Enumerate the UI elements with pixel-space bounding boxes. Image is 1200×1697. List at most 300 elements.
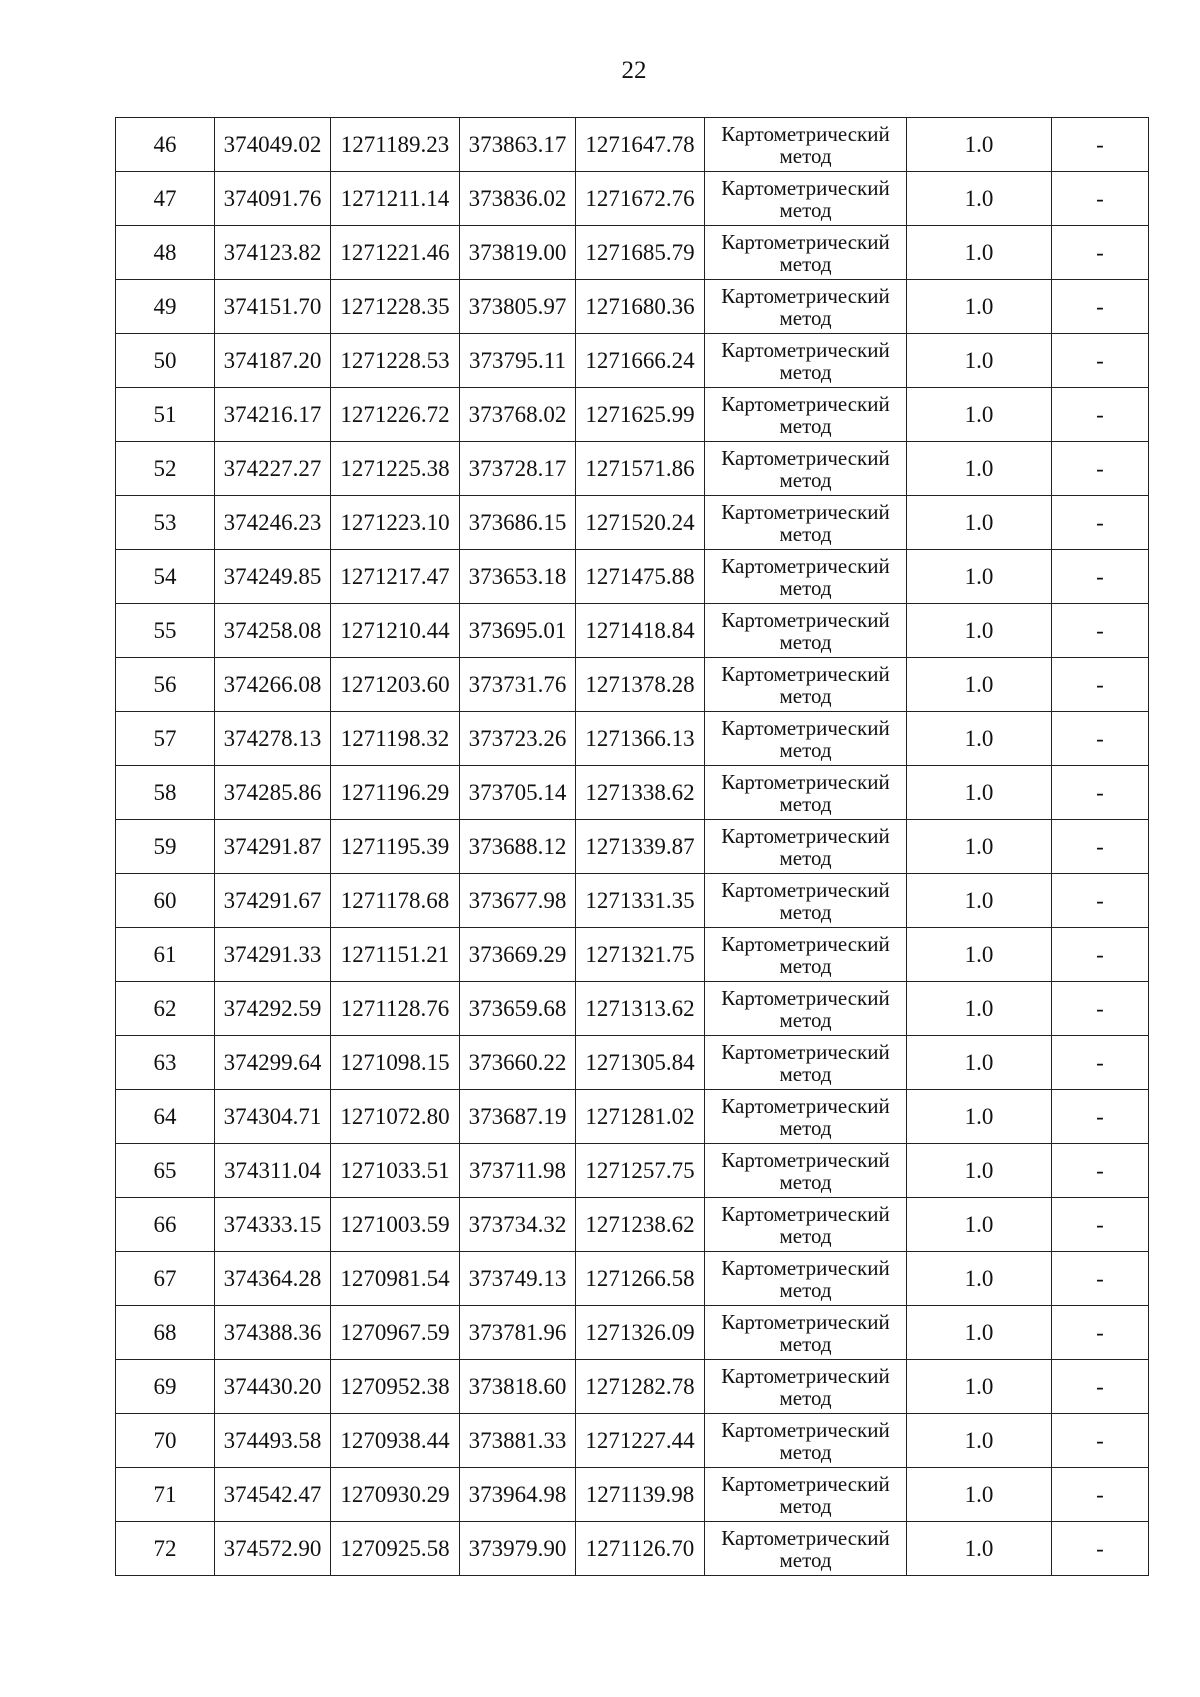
coordinates-table [115, 117, 1149, 1576]
x-coordinate-cell: 374266.08 [215, 658, 331, 712]
method-line-2: метод [779, 1331, 832, 1356]
y-coordinate-cell: 1271228.53 [331, 334, 460, 388]
note-cell: - [1052, 1306, 1149, 1360]
table-row [116, 1144, 1149, 1198]
accuracy-cell: 1.0 [907, 496, 1052, 550]
y-coordinate-alt-cell: 1271281.02 [576, 1090, 705, 1144]
x-coordinate-alt-cell: 373731.76 [460, 658, 576, 712]
accuracy-cell: 1.0 [907, 604, 1052, 658]
method-cell [705, 712, 907, 766]
x-coordinate-cell: 374299.64 [215, 1036, 331, 1090]
point-number-cell: 58 [116, 766, 215, 820]
point-number-cell: 72 [116, 1522, 215, 1576]
point-number-cell: 54 [116, 550, 215, 604]
x-coordinate-alt-cell: 373805.97 [460, 280, 576, 334]
method-line-1: Картометрический [721, 715, 890, 740]
point-number-cell: 71 [116, 1468, 215, 1522]
method-cell [705, 820, 907, 874]
x-coordinate-alt-cell: 373819.00 [460, 226, 576, 280]
note-cell: - [1052, 226, 1149, 280]
method-cell [705, 1360, 907, 1414]
point-number-cell: 64 [116, 1090, 215, 1144]
table-row [116, 712, 1149, 766]
y-coordinate-cell: 1271221.46 [331, 226, 460, 280]
point-number-cell: 66 [116, 1198, 215, 1252]
accuracy-cell: 1.0 [907, 1198, 1052, 1252]
note-cell: - [1052, 1414, 1149, 1468]
method-line-2: метод [779, 1547, 832, 1572]
note-cell: - [1052, 442, 1149, 496]
x-coordinate-cell: 374091.76 [215, 172, 331, 226]
x-coordinate-alt-cell: 373660.22 [460, 1036, 576, 1090]
method-cell [705, 1252, 907, 1306]
method-cell [705, 1522, 907, 1576]
method-line-1: Картометрический [721, 1093, 890, 1118]
note-cell: - [1052, 334, 1149, 388]
y-coordinate-alt-cell: 1271282.78 [576, 1360, 705, 1414]
method-cell [705, 982, 907, 1036]
y-coordinate-cell: 1270938.44 [331, 1414, 460, 1468]
table-row [116, 604, 1149, 658]
y-coordinate-alt-cell: 1271672.76 [576, 172, 705, 226]
x-coordinate-cell: 374187.20 [215, 334, 331, 388]
accuracy-cell: 1.0 [907, 118, 1052, 172]
note-cell: - [1052, 550, 1149, 604]
method-cell [705, 1144, 907, 1198]
y-coordinate-alt-cell: 1271266.58 [576, 1252, 705, 1306]
y-coordinate-cell: 1271226.72 [331, 388, 460, 442]
accuracy-cell: 1.0 [907, 1090, 1052, 1144]
method-line-2: метод [779, 1007, 832, 1032]
y-coordinate-alt-cell: 1271326.09 [576, 1306, 705, 1360]
y-coordinate-alt-cell: 1271313.62 [576, 982, 705, 1036]
method-cell [705, 658, 907, 712]
x-coordinate-alt-cell: 373653.18 [460, 550, 576, 604]
page-number: 22 [621, 57, 647, 84]
x-coordinate-cell: 374291.87 [215, 820, 331, 874]
point-number-cell: 65 [116, 1144, 215, 1198]
note-cell: - [1052, 1198, 1149, 1252]
y-coordinate-alt-cell: 1271378.28 [576, 658, 705, 712]
accuracy-cell: 1.0 [907, 1306, 1052, 1360]
method-line-2: метод [779, 1223, 832, 1248]
y-coordinate-cell: 1271225.38 [331, 442, 460, 496]
method-line-1: Картометрический [721, 1201, 890, 1226]
accuracy-cell: 1.0 [907, 388, 1052, 442]
method-line-1: Картометрический [721, 283, 890, 308]
y-coordinate-alt-cell: 1271647.78 [576, 118, 705, 172]
y-coordinate-alt-cell: 1271685.79 [576, 226, 705, 280]
table-row [116, 118, 1149, 172]
method-line-2: метод [779, 413, 832, 438]
y-coordinate-alt-cell: 1271520.24 [576, 496, 705, 550]
y-coordinate-alt-cell: 1271339.87 [576, 820, 705, 874]
x-coordinate-alt-cell: 373734.32 [460, 1198, 576, 1252]
method-line-2: метод [779, 575, 832, 600]
y-coordinate-alt-cell: 1271366.13 [576, 712, 705, 766]
x-coordinate-alt-cell: 373964.98 [460, 1468, 576, 1522]
note-cell: - [1052, 982, 1149, 1036]
method-line-1: Картометрический [721, 1363, 890, 1388]
table-row [116, 1468, 1149, 1522]
method-line-1: Картометрический [721, 1309, 890, 1334]
method-line-1: Картометрический [721, 1525, 890, 1550]
method-line-2: метод [779, 737, 832, 762]
table-row [116, 226, 1149, 280]
accuracy-cell: 1.0 [907, 172, 1052, 226]
accuracy-cell: 1.0 [907, 982, 1052, 1036]
y-coordinate-cell: 1271217.47 [331, 550, 460, 604]
y-coordinate-alt-cell: 1271338.62 [576, 766, 705, 820]
x-coordinate-cell: 374333.15 [215, 1198, 331, 1252]
method-cell [705, 388, 907, 442]
method-cell [705, 172, 907, 226]
method-line-1: Картометрический [721, 121, 890, 146]
method-cell [705, 280, 907, 334]
x-coordinate-alt-cell: 373818.60 [460, 1360, 576, 1414]
method-line-2: метод [779, 953, 832, 978]
point-number-cell: 51 [116, 388, 215, 442]
x-coordinate-cell: 374292.59 [215, 982, 331, 1036]
table-row [116, 388, 1149, 442]
y-coordinate-cell: 1270925.58 [331, 1522, 460, 1576]
method-line-2: метод [779, 629, 832, 654]
note-cell: - [1052, 1468, 1149, 1522]
point-number-cell: 63 [116, 1036, 215, 1090]
point-number-cell: 60 [116, 874, 215, 928]
y-coordinate-alt-cell: 1271680.36 [576, 280, 705, 334]
accuracy-cell: 1.0 [907, 712, 1052, 766]
table-row [116, 1090, 1149, 1144]
x-coordinate-alt-cell: 373836.02 [460, 172, 576, 226]
table-row [116, 550, 1149, 604]
point-number-cell: 62 [116, 982, 215, 1036]
method-line-1: Картометрический [721, 553, 890, 578]
method-line-1: Картометрический [721, 877, 890, 902]
note-cell: - [1052, 1090, 1149, 1144]
accuracy-cell: 1.0 [907, 820, 1052, 874]
y-coordinate-alt-cell: 1271571.86 [576, 442, 705, 496]
point-number-cell: 59 [116, 820, 215, 874]
x-coordinate-alt-cell: 373881.33 [460, 1414, 576, 1468]
point-number-cell: 55 [116, 604, 215, 658]
method-cell [705, 1414, 907, 1468]
note-cell: - [1052, 280, 1149, 334]
y-coordinate-cell: 1271033.51 [331, 1144, 460, 1198]
point-number-cell: 61 [116, 928, 215, 982]
method-line-2: метод [779, 359, 832, 384]
x-coordinate-alt-cell: 373723.26 [460, 712, 576, 766]
method-line-1: Картометрический [721, 1471, 890, 1496]
method-line-1: Картометрический [721, 661, 890, 686]
y-coordinate-cell: 1271211.14 [331, 172, 460, 226]
y-coordinate-alt-cell: 1271666.24 [576, 334, 705, 388]
x-coordinate-alt-cell: 373711.98 [460, 1144, 576, 1198]
table-row [116, 982, 1149, 1036]
y-coordinate-alt-cell: 1271257.75 [576, 1144, 705, 1198]
x-coordinate-cell: 374151.70 [215, 280, 331, 334]
x-coordinate-alt-cell: 373781.96 [460, 1306, 576, 1360]
x-coordinate-alt-cell: 373677.98 [460, 874, 576, 928]
table-row [116, 1252, 1149, 1306]
x-coordinate-alt-cell: 373768.02 [460, 388, 576, 442]
accuracy-cell: 1.0 [907, 1252, 1052, 1306]
method-line-2: метод [779, 251, 832, 276]
x-coordinate-cell: 374388.36 [215, 1306, 331, 1360]
y-coordinate-cell: 1271128.76 [331, 982, 460, 1036]
point-number-cell: 50 [116, 334, 215, 388]
method-cell [705, 1198, 907, 1252]
y-coordinate-cell: 1271003.59 [331, 1198, 460, 1252]
accuracy-cell: 1.0 [907, 334, 1052, 388]
y-coordinate-alt-cell: 1271418.84 [576, 604, 705, 658]
y-coordinate-alt-cell: 1271331.35 [576, 874, 705, 928]
table-row [116, 1360, 1149, 1414]
y-coordinate-cell: 1271151.21 [331, 928, 460, 982]
note-cell: - [1052, 388, 1149, 442]
y-coordinate-cell: 1271195.39 [331, 820, 460, 874]
table-row [116, 442, 1149, 496]
method-line-1: Картометрический [721, 769, 890, 794]
method-line-1: Картометрический [721, 607, 890, 632]
table-row [116, 820, 1149, 874]
method-line-2: метод [779, 305, 832, 330]
y-coordinate-cell: 1270930.29 [331, 1468, 460, 1522]
method-cell [705, 766, 907, 820]
x-coordinate-cell: 374572.90 [215, 1522, 331, 1576]
note-cell: - [1052, 712, 1149, 766]
note-cell: - [1052, 496, 1149, 550]
note-cell: - [1052, 172, 1149, 226]
method-cell [705, 550, 907, 604]
table-row [116, 1414, 1149, 1468]
x-coordinate-cell: 374291.33 [215, 928, 331, 982]
method-line-2: метод [779, 1493, 832, 1518]
x-coordinate-cell: 374258.08 [215, 604, 331, 658]
x-coordinate-cell: 374249.85 [215, 550, 331, 604]
table-row [116, 1036, 1149, 1090]
x-coordinate-cell: 374285.86 [215, 766, 331, 820]
note-cell: - [1052, 118, 1149, 172]
x-coordinate-alt-cell: 373659.68 [460, 982, 576, 1036]
method-line-1: Картометрический [721, 931, 890, 956]
x-coordinate-cell: 374246.23 [215, 496, 331, 550]
method-line-1: Картометрический [721, 499, 890, 524]
table-row [116, 280, 1149, 334]
method-cell [705, 604, 907, 658]
x-coordinate-cell: 374049.02 [215, 118, 331, 172]
method-line-2: метод [779, 197, 832, 222]
accuracy-cell: 1.0 [907, 928, 1052, 982]
accuracy-cell: 1.0 [907, 1468, 1052, 1522]
point-number-cell: 67 [116, 1252, 215, 1306]
x-coordinate-alt-cell: 373669.29 [460, 928, 576, 982]
table-row [116, 1306, 1149, 1360]
method-line-2: метод [779, 791, 832, 816]
x-coordinate-alt-cell: 373686.15 [460, 496, 576, 550]
y-coordinate-alt-cell: 1271227.44 [576, 1414, 705, 1468]
note-cell: - [1052, 1036, 1149, 1090]
x-coordinate-cell: 374291.67 [215, 874, 331, 928]
method-line-2: метод [779, 1385, 832, 1410]
method-cell [705, 442, 907, 496]
y-coordinate-cell: 1270952.38 [331, 1360, 460, 1414]
method-line-2: метод [779, 143, 832, 168]
method-line-2: метод [779, 683, 832, 708]
x-coordinate-cell: 374123.82 [215, 226, 331, 280]
method-line-2: метод [779, 845, 832, 870]
point-number-cell: 48 [116, 226, 215, 280]
point-number-cell: 57 [116, 712, 215, 766]
x-coordinate-cell: 374430.20 [215, 1360, 331, 1414]
method-line-1: Картометрический [721, 229, 890, 254]
note-cell: - [1052, 1360, 1149, 1414]
point-number-cell: 47 [116, 172, 215, 226]
y-coordinate-alt-cell: 1271475.88 [576, 550, 705, 604]
x-coordinate-alt-cell: 373749.13 [460, 1252, 576, 1306]
x-coordinate-cell: 374542.47 [215, 1468, 331, 1522]
y-coordinate-cell: 1271072.80 [331, 1090, 460, 1144]
accuracy-cell: 1.0 [907, 1036, 1052, 1090]
y-coordinate-alt-cell: 1271305.84 [576, 1036, 705, 1090]
method-line-2: метод [779, 1061, 832, 1086]
y-coordinate-cell: 1270981.54 [331, 1252, 460, 1306]
method-line-2: метод [779, 1439, 832, 1464]
method-cell [705, 226, 907, 280]
x-coordinate-cell: 374364.28 [215, 1252, 331, 1306]
point-number-cell: 53 [116, 496, 215, 550]
method-cell [705, 334, 907, 388]
accuracy-cell: 1.0 [907, 550, 1052, 604]
y-coordinate-cell: 1270967.59 [331, 1306, 460, 1360]
y-coordinate-alt-cell: 1271321.75 [576, 928, 705, 982]
table-row [116, 928, 1149, 982]
method-line-1: Картометрический [721, 1039, 890, 1064]
method-line-2: метод [779, 1277, 832, 1302]
y-coordinate-cell: 1271198.32 [331, 712, 460, 766]
method-line-1: Картометрический [721, 1147, 890, 1172]
x-coordinate-alt-cell: 373795.11 [460, 334, 576, 388]
y-coordinate-cell: 1271210.44 [331, 604, 460, 658]
y-coordinate-cell: 1271098.15 [331, 1036, 460, 1090]
method-line-1: Картометрический [721, 175, 890, 200]
coordinates-table-body [116, 118, 1149, 1576]
method-cell [705, 1090, 907, 1144]
method-line-2: метод [779, 1115, 832, 1140]
x-coordinate-alt-cell: 373688.12 [460, 820, 576, 874]
x-coordinate-alt-cell: 373979.90 [460, 1522, 576, 1576]
method-line-1: Картометрический [721, 1255, 890, 1280]
point-number-cell: 68 [116, 1306, 215, 1360]
table-row [116, 334, 1149, 388]
x-coordinate-alt-cell: 373695.01 [460, 604, 576, 658]
point-number-cell: 70 [116, 1414, 215, 1468]
note-cell: - [1052, 658, 1149, 712]
note-cell: - [1052, 1252, 1149, 1306]
note-cell: - [1052, 1522, 1149, 1576]
x-coordinate-cell: 374216.17 [215, 388, 331, 442]
x-coordinate-cell: 374227.27 [215, 442, 331, 496]
x-coordinate-alt-cell: 373863.17 [460, 118, 576, 172]
method-line-2: метод [779, 899, 832, 924]
x-coordinate-cell: 374311.04 [215, 1144, 331, 1198]
table-row [116, 1198, 1149, 1252]
note-cell: - [1052, 820, 1149, 874]
method-line-2: метод [779, 521, 832, 546]
method-line-1: Картометрический [721, 445, 890, 470]
table-row [116, 172, 1149, 226]
y-coordinate-cell: 1271223.10 [331, 496, 460, 550]
x-coordinate-alt-cell: 373728.17 [460, 442, 576, 496]
y-coordinate-alt-cell: 1271139.98 [576, 1468, 705, 1522]
method-cell [705, 1306, 907, 1360]
method-cell [705, 1468, 907, 1522]
method-cell [705, 928, 907, 982]
accuracy-cell: 1.0 [907, 1360, 1052, 1414]
accuracy-cell: 1.0 [907, 766, 1052, 820]
table-row [116, 1522, 1149, 1576]
table-row [116, 658, 1149, 712]
accuracy-cell: 1.0 [907, 1144, 1052, 1198]
method-cell [705, 1036, 907, 1090]
x-coordinate-alt-cell: 373705.14 [460, 766, 576, 820]
method-line-1: Картометрический [721, 1417, 890, 1442]
method-cell [705, 496, 907, 550]
method-line-1: Картометрический [721, 985, 890, 1010]
x-coordinate-cell: 374278.13 [215, 712, 331, 766]
accuracy-cell: 1.0 [907, 658, 1052, 712]
y-coordinate-alt-cell: 1271625.99 [576, 388, 705, 442]
point-number-cell: 49 [116, 280, 215, 334]
x-coordinate-cell: 374493.58 [215, 1414, 331, 1468]
y-coordinate-cell: 1271228.35 [331, 280, 460, 334]
method-line-2: метод [779, 467, 832, 492]
note-cell: - [1052, 766, 1149, 820]
y-coordinate-cell: 1271203.60 [331, 658, 460, 712]
note-cell: - [1052, 874, 1149, 928]
x-coordinate-alt-cell: 373687.19 [460, 1090, 576, 1144]
method-line-1: Картометрический [721, 823, 890, 848]
point-number-cell: 69 [116, 1360, 215, 1414]
accuracy-cell: 1.0 [907, 442, 1052, 496]
y-coordinate-alt-cell: 1271238.62 [576, 1198, 705, 1252]
method-cell [705, 118, 907, 172]
method-cell [705, 874, 907, 928]
note-cell: - [1052, 928, 1149, 982]
y-coordinate-alt-cell: 1271126.70 [576, 1522, 705, 1576]
table-row [116, 766, 1149, 820]
accuracy-cell: 1.0 [907, 226, 1052, 280]
point-number-cell: 46 [116, 118, 215, 172]
accuracy-cell: 1.0 [907, 1414, 1052, 1468]
y-coordinate-cell: 1271189.23 [331, 118, 460, 172]
accuracy-cell: 1.0 [907, 874, 1052, 928]
point-number-cell: 52 [116, 442, 215, 496]
method-line-2: метод [779, 1169, 832, 1194]
method-line-1: Картометрический [721, 391, 890, 416]
y-coordinate-cell: 1271178.68 [331, 874, 460, 928]
accuracy-cell: 1.0 [907, 1522, 1052, 1576]
note-cell: - [1052, 1144, 1149, 1198]
y-coordinate-cell: 1271196.29 [331, 766, 460, 820]
point-number-cell: 56 [116, 658, 215, 712]
method-line-1: Картометрический [721, 337, 890, 362]
note-cell: - [1052, 604, 1149, 658]
x-coordinate-cell: 374304.71 [215, 1090, 331, 1144]
table-row [116, 874, 1149, 928]
accuracy-cell: 1.0 [907, 280, 1052, 334]
table-row [116, 496, 1149, 550]
